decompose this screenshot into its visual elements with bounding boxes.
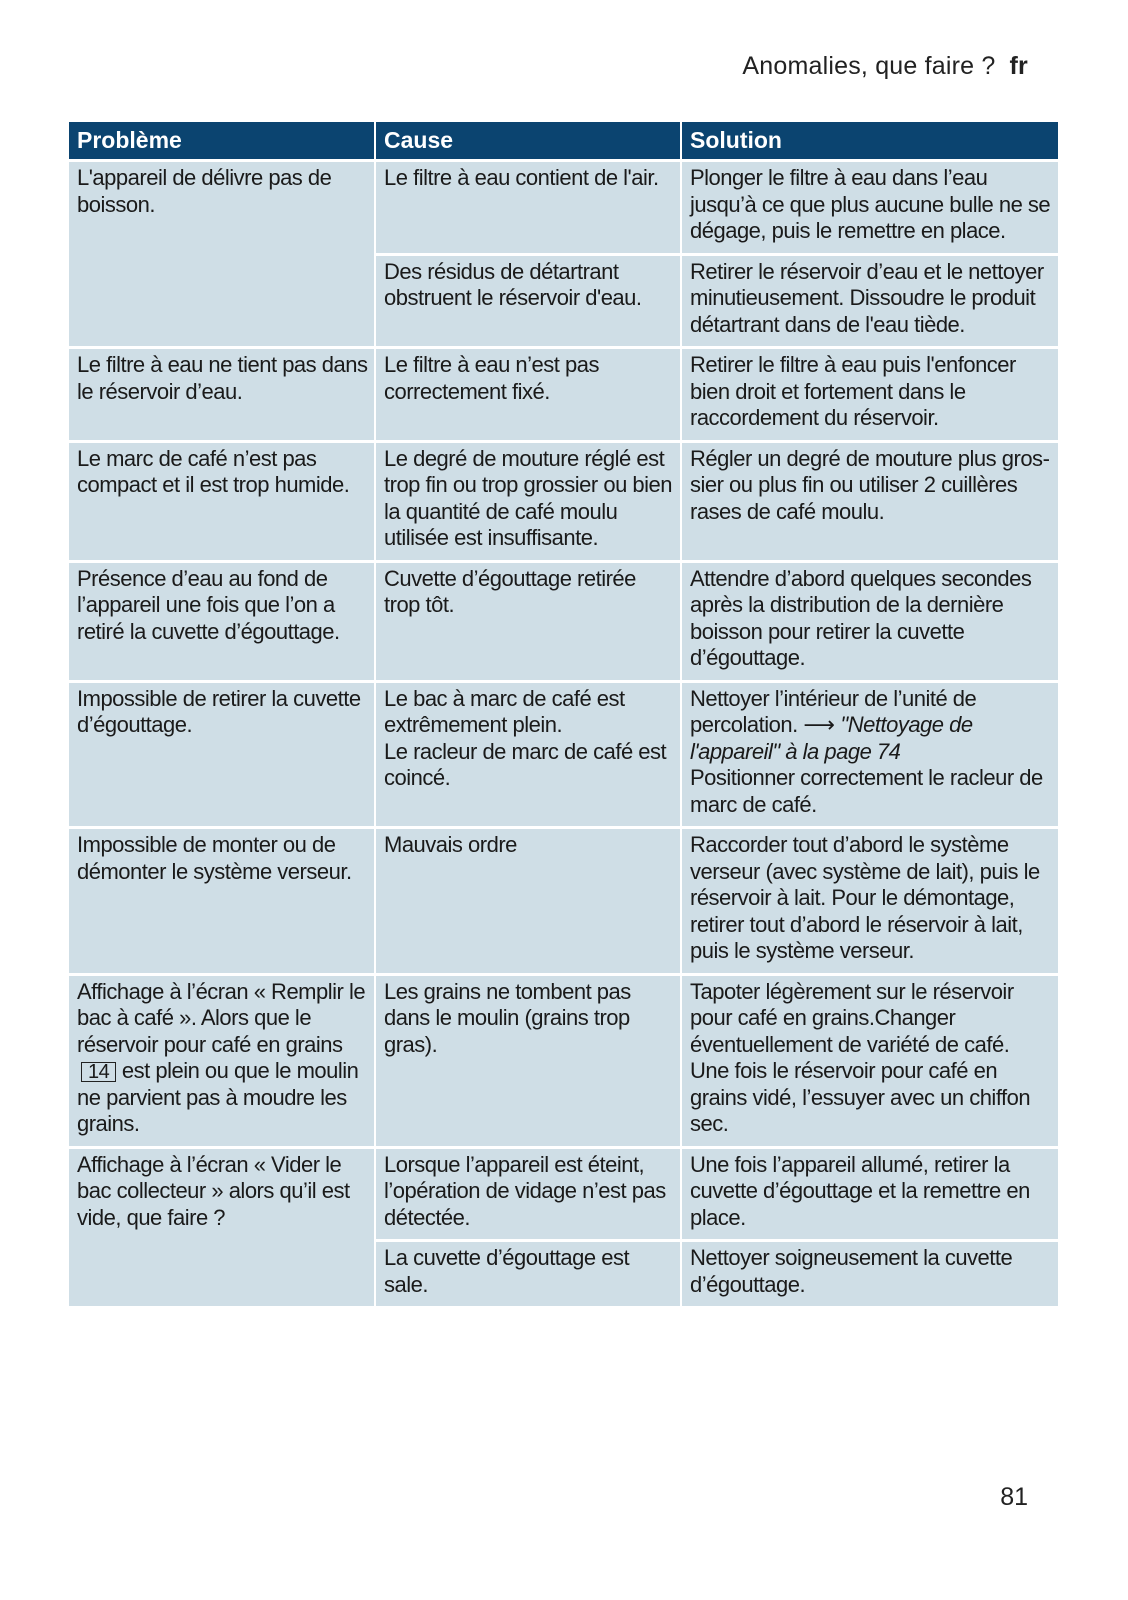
part-number-box: 14 [81,1062,116,1082]
cause-cell: La cuvette d’égouttage est sale. [375,1241,681,1307]
column-header-solution: Solution [681,122,1058,161]
problem-text: est plein ou que le moulin ne parvient pas à moudre les grains. [77,1058,359,1136]
column-header-cause: Cause [375,122,681,161]
solution-cell: Retirer le réservoir d’eau et le nettoyer minutieusement. Dissoudre le produit détartrant dans de l'eau tiède. [681,254,1058,348]
problem-cell: Présence d’eau au fond de l’appareil une fois que l’on a retiré la cuvette d’égouttage. [69,561,375,681]
solution-text: Positionner correctement le racleur de marc de café. [690,765,1043,817]
cause-cell: Le filtre à eau n’est pas correctement fixé. [375,348,681,442]
solution-cell: Attendre d’abord quelques secondes après la distribution de la dernière boisson pour retirer la cuvette d’égouttage. [681,561,1058,681]
problem-cell [69,974,375,1147]
section-title: Anomalies, que faire ? [742,52,996,80]
problem-text: Affichage à l’écran « Remplir le bac à café ». Alors que le réservoir pour café en grains [77,978,366,1057]
solution-cell: Une fois l’appareil allumé, retirer la cuvette d’égouttage et la remettre en place. [681,1147,1058,1241]
cause-cell: Les grains ne tombent pas dans le moulin (grains trop gras). [375,974,681,1147]
cause-cell: Mauvais ordre [375,828,681,975]
problem-cell: Impossible de monter ou de démonter le système verseur. [69,828,375,975]
table-row [69,681,1058,828]
solution-cell: Nettoyer soigneusement la cuvette d’égouttage. [681,1241,1058,1307]
solution-cell: Raccorder tout d’abord le système verseur (avec système de lait), puis le réservoir à lait. Pour le démontage, retirer tout d’abord le réservoir à lait, puis le système verseur. [681,828,1058,975]
cause-cell: Des résidus de détartrant obstruent le réservoir d'eau. [375,254,681,348]
solution-cell: Plonger le filtre à eau dans l’eau jusqu’à ce que plus aucune bulle ne se dégage, puis le remettre en place. [681,161,1058,255]
cause-line: Le racleur de marc de café est coincé. [384,738,667,790]
cause-line: Le bac à marc de café est extrêmement plein. [384,685,625,737]
cause-cell [375,681,681,828]
problem-cell: Le marc de café n’est pas compact et il est trop humide. [69,441,375,561]
page-number: 81 [1000,1483,1028,1511]
problem-cell: Affichage à l’écran « Vider le bac collecteur » alors qu’il est vide, que faire ? [69,1147,375,1306]
arrow-right-icon: ⟶ [803,712,835,737]
page-header [742,52,1028,81]
cause-cell: Lorsque l’appareil est éteint, l’opération de vidage n’est pas détectée. [375,1147,681,1241]
solution-cell [681,681,1058,828]
solution-cell: Régler un degré de mouture plus grossier ou plus fin ou utiliser 2 cuillères rases de café moulu. [681,441,1058,561]
problem-cell: Impossible de retirer la cuvette d’égouttage. [69,681,375,828]
language-code: fr [1009,52,1028,80]
cross-reference-link[interactable]: "Nettoyage de l'appareil" à la page 74 [690,712,973,764]
solution-cell: Retirer le filtre à eau puis l'enfoncer bien droit et fortement dans le raccordement du réservoir. [681,348,1058,442]
cause-cell: Le filtre à eau contient de l'air. [375,161,681,255]
problem-cell: Le filtre à eau ne tient pas dans le réservoir d’eau. [69,348,375,442]
table-header-row [69,122,1058,161]
cause-cell: Le degré de mouture réglé est trop fin ou trop grossier ou bien la quantité de café moulu utilisée est insuffisante. [375,441,681,561]
problem-cell: L'appareil de délivre pas de boisson. [69,161,375,348]
table-row [69,561,1058,681]
table-row [69,441,1058,561]
column-header-problem: Problème [69,122,375,161]
table-row [69,161,1058,255]
table-row [69,1147,1058,1241]
table-row [69,828,1058,975]
cause-cell: Cuvette d’égouttage retirée trop tôt. [375,561,681,681]
table-row [69,974,1058,1147]
troubleshooting-table-wrapper [69,122,1058,1306]
troubleshooting-table [69,122,1058,1306]
solution-text: Nettoyer l’intérieur de l’unité de percolation. [690,685,977,737]
solution-cell: Tapoter légèrement sur le réservoir pour café en grains.Changer éventuellement de variété de café. Une fois le réservoir pour café en grains vidé, l’essuyer avec un chiffon sec. [681,974,1058,1147]
table-row [69,348,1058,442]
